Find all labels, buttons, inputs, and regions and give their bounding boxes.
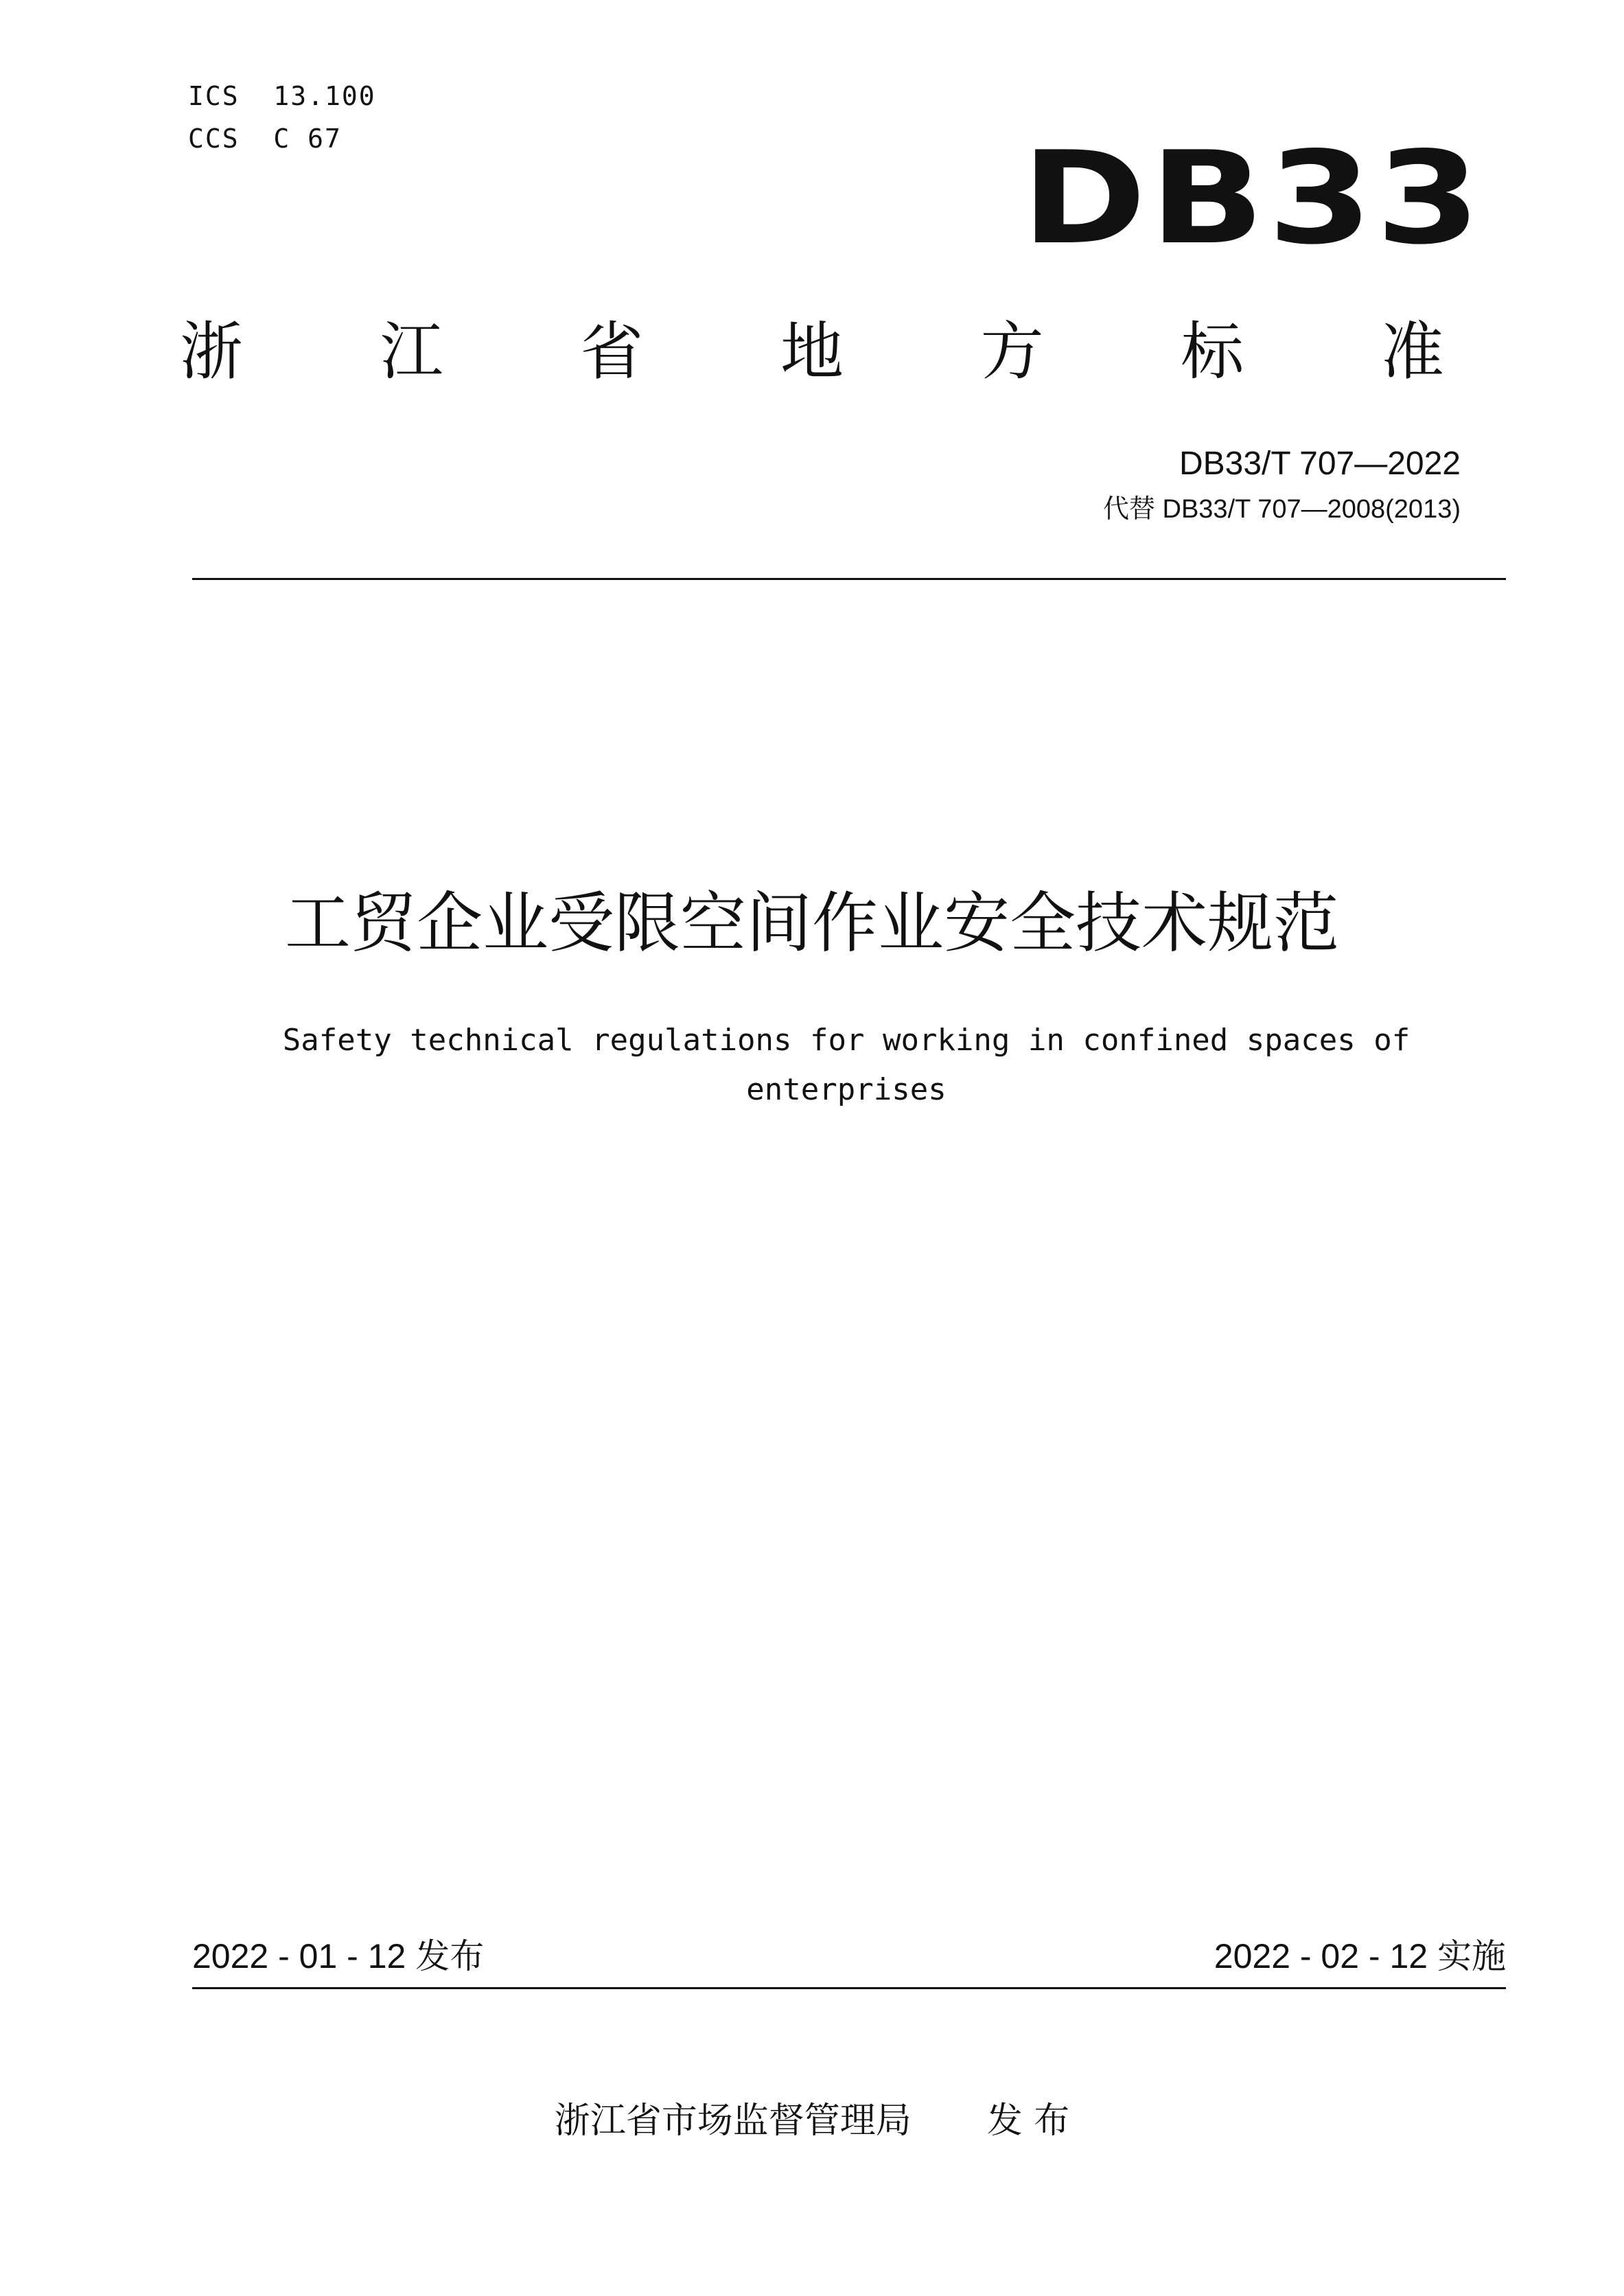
title-chinese: 工贸企业受限空间作业安全技术规范 [285,885,1339,962]
title-english: Safety technical regulations for working in confined spaces of enterprises [282,1023,1411,1107]
standard-type-heading [180,314,1444,390]
effective-date: 2022 - 02 - 12 实施 [1214,1937,1506,1975]
publish-date: 2022 - 01 - 12 发布 [192,1937,485,1975]
standard-type-char: 方 [980,315,1044,389]
ics-code: ICS 13.100 [188,81,376,111]
standard-type-char: 标 [1181,315,1244,389]
issuer-line [0,2099,1624,2143]
replaced-standard: 代替 DB33/T 707—2008(2013) [1102,495,1461,524]
header-divider [192,578,1506,580]
standard-type-char: 地 [780,315,844,389]
ccs-code: CCS C 67 [188,124,342,154]
standard-type-char: 准 [1380,315,1444,389]
footer-divider [192,1987,1506,1989]
db33-logo: DB33 [1021,124,1484,272]
standard-type-char: 浙 [180,315,244,389]
standard-type-char: 省 [580,315,644,389]
standard-type-char: 江 [380,315,443,389]
standard-number: DB33/T 707—2022 [1179,445,1461,482]
issuer-action: 发 布 [986,2100,1070,2142]
issuer-name: 浙江省市场监督管理局 [554,2100,912,2142]
